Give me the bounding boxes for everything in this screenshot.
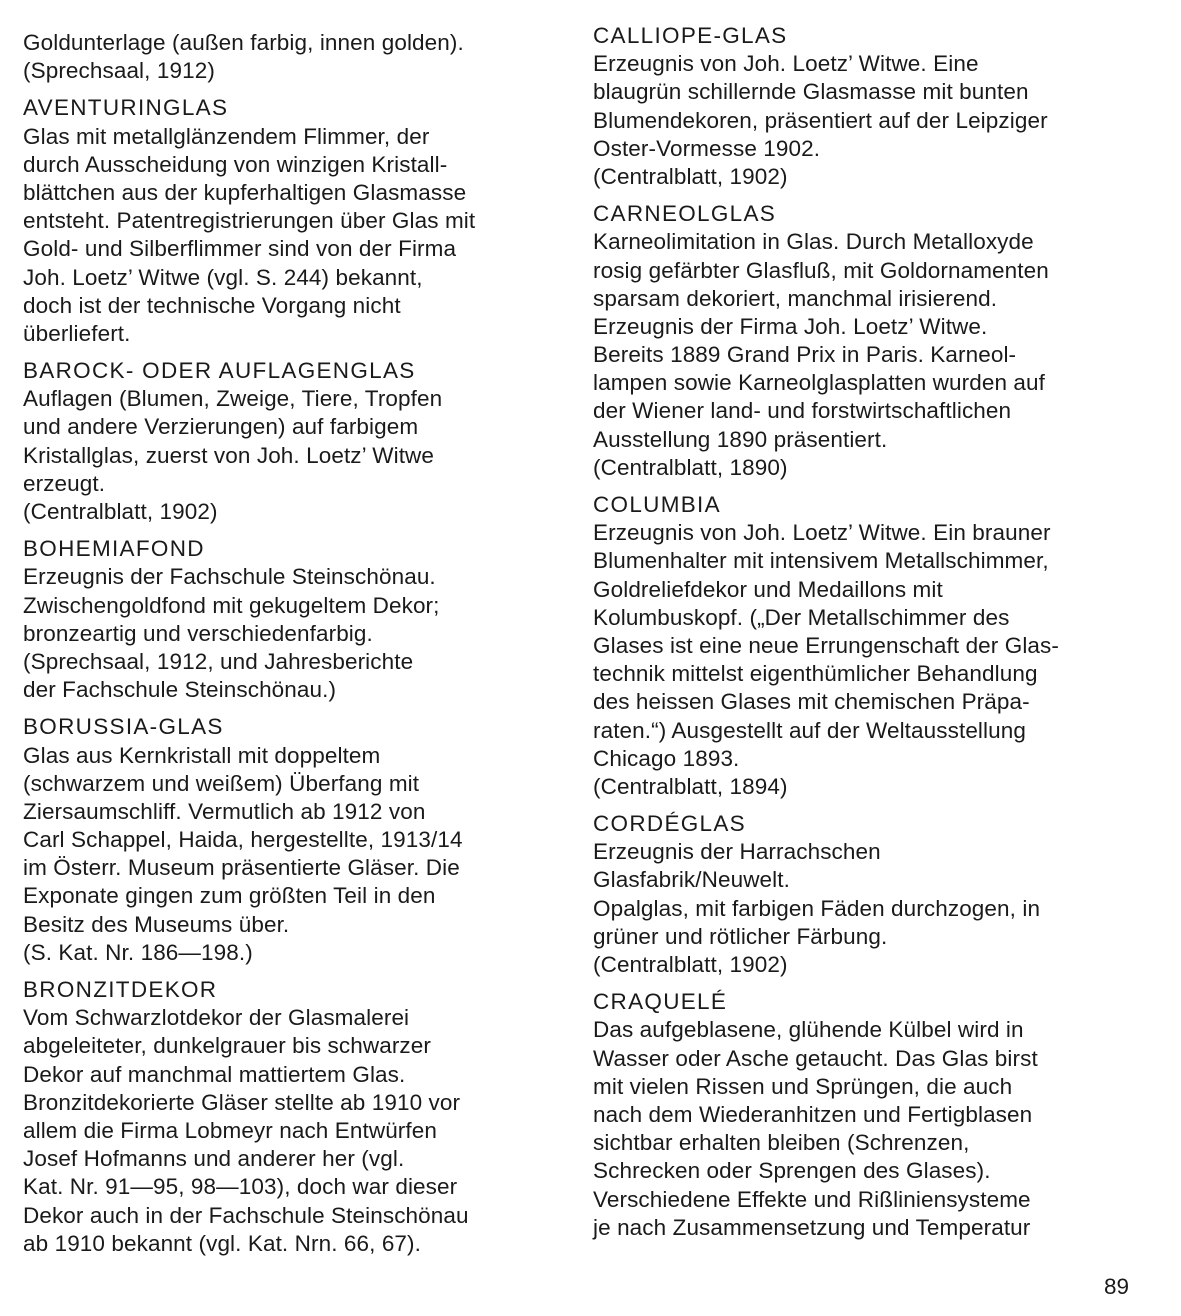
body-line: Glas mit metallglänzendem Flimmer, der — [23, 123, 430, 149]
body-line: Chicago 1893. — [593, 745, 740, 771]
citation-line: (Centralblatt, 1902) — [23, 499, 218, 524]
body-line: entsteht. Patentregistrierungen über Glas mit — [23, 208, 476, 234]
body-line: Glas aus Kernkristall mit doppeltem — [23, 742, 381, 768]
entry-heading: CARNEOLGLAS — [593, 201, 777, 227]
citation-line: (Centralblatt, 1894) — [593, 773, 788, 799]
body-line: Joh. Loetz’ Witwe (vgl. S. 244) bekannt, — [23, 264, 423, 290]
entry-bohemiafond — [23, 535, 583, 704]
entry-craquele — [593, 988, 1153, 1242]
entry-calliope-glas — [593, 22, 1153, 191]
body-line: Das aufgeblasene, glühende Külbel wird in — [593, 1017, 1024, 1043]
page-number: 89 — [1104, 1274, 1130, 1299]
entry-aventuringlas — [23, 94, 583, 348]
citation-line: (Sprechsaal, 1912, und Jahresberichte — [23, 648, 414, 674]
entry-barock-oder-auflagenglas — [23, 357, 583, 526]
body-line: erzeugt. — [23, 470, 106, 496]
body-line: Auflagen (Blumen, Zweige, Tiere, Tropfen — [23, 386, 443, 412]
body-line: Bronzitdekorierte Gläser stellte ab 1910 vor — [23, 1089, 461, 1115]
body-line: Erzeugnis von Joh. Loetz’ Witwe. Ein brauner — [593, 520, 1051, 546]
body-line: abgeleiteter, dunkelgrauer bis schwarzer — [23, 1033, 431, 1059]
body-line: Dekor auf manchmal mattiertem Glas. — [23, 1061, 406, 1087]
entry-heading: BOHEMIAFOND — [23, 536, 205, 562]
entry-columbia — [593, 491, 1153, 801]
body-line: Kat. Nr. 91—95, 98—103), doch war dieser — [23, 1174, 458, 1200]
body-line: Verschiedene Effekte und Rißliniensysteme — [593, 1186, 1031, 1212]
body-line: Goldunterlage (außen farbig, innen golden). — [23, 30, 464, 55]
body-line: allem die Firma Lobmeyr nach Entwürfen — [23, 1117, 437, 1143]
body-line: sparsam dekoriert, manchmal irisierend. — [593, 285, 998, 311]
body-line: Gold- und Silberflimmer sind von der Firma — [23, 236, 457, 262]
body-line: Erzeugnis der Fachschule Steinschönau. — [23, 564, 436, 590]
entry-cordeglas — [593, 810, 1153, 979]
body-line: Erzeugnis der Firma Joh. Loetz’ Witwe. — [593, 313, 988, 339]
body-line: des heissen Glases mit chemischen Präpa- — [593, 689, 1030, 715]
body-line: Bereits 1889 Grand Prix in Paris. Karneol- — [593, 342, 1017, 368]
citation-line: (Centralblatt, 1890) — [593, 454, 788, 480]
body-line: raten.“) Ausgestellt auf der Weltausstellung — [593, 717, 1026, 743]
body-line: grüner und rötlicher Färbung. — [593, 923, 888, 949]
entry-heading: CRAQUELÉ — [593, 989, 728, 1015]
body-line: überliefert. — [23, 320, 131, 346]
body-line: der Wiener land- und forstwirtschaftlichen — [593, 398, 1012, 424]
body-line: je nach Zusammensetzung und Temperatur — [593, 1214, 1031, 1240]
entry-heading: BORUSSIA-GLAS — [23, 714, 224, 740]
body-line: durch Ausscheidung von winzigen Kristall- — [23, 151, 448, 177]
body-line: Ausstellung 1890 präsentiert. — [593, 426, 888, 452]
body-line: Wasser oder Asche getaucht. Das Glas birst — [593, 1045, 1038, 1071]
body-line: Besitz des Museums über. — [23, 911, 290, 937]
entry-bronzitdekor — [23, 976, 583, 1258]
body-line: Oster-Vormesse 1902. — [593, 135, 821, 161]
body-line: lampen sowie Karneolglasplatten wurden auf — [593, 370, 1045, 396]
body-line: Vom Schwarzlotdekor der Glasmalerei — [23, 1005, 410, 1031]
body-line: Blumendekoren, präsentiert auf der Leipziger — [593, 107, 1048, 133]
body-line: mit vielen Rissen und Sprüngen, die auch — [593, 1073, 1013, 1099]
body-line: Karneolimitation in Glas. Durch Metalloxyde — [593, 229, 1034, 255]
body-line: rosig gefärbter Glasfluß, mit Goldornamenten — [593, 257, 1049, 283]
body-line: (schwarzem und weißem) Überfang mit — [23, 770, 420, 796]
body-line: im Österr. Museum präsentierte Gläser. Die — [23, 855, 460, 881]
entry-heading: AVENTURINGLAS — [23, 95, 229, 121]
body-line: Blumenhalter mit intensivem Metallschimmer, — [593, 548, 1049, 574]
body-line: Glases ist eine neue Errungenschaft der Glas- — [593, 632, 1059, 658]
entry-borussia-glas — [23, 713, 583, 967]
body-line: blättchen aus der kupferhaltigen Glasmasse — [23, 179, 467, 205]
body-line: sichtbar erhalten bleiben (Schrenzen, — [593, 1130, 970, 1156]
body-line: Ziersaumschliff. Vermutlich ab 1912 von — [23, 798, 426, 824]
entry-heading: COLUMBIA — [593, 492, 721, 517]
body-line: Goldreliefdekor und Medaillons mit — [593, 576, 943, 602]
body-line: Josef Hofmanns und anderer her (vgl. — [23, 1146, 405, 1172]
body-line: und andere Verzierungen) auf farbigem — [23, 414, 419, 440]
body-line: Exponate gingen zum größten Teil in den — [23, 883, 436, 909]
body-line: Glasfabrik/Neuwelt. — [593, 867, 790, 893]
body-line: Dekor auch in der Fachschule Steinschönau — [23, 1202, 469, 1228]
body-line: ab 1910 bekannt (vgl. Kat. Nrn. 66, 67). — [23, 1230, 421, 1256]
citation-line: (Centralblatt, 1902) — [593, 163, 788, 189]
body-line: Kolumbuskopf. („Der Metallschimmer des — [593, 604, 1010, 630]
entry-heading: CORDÉGLAS — [593, 811, 746, 837]
citation-line: (Centralblatt, 1902) — [593, 952, 788, 977]
citation-line: der Fachschule Steinschönau.) — [23, 677, 337, 703]
citation-line: (Sprechsaal, 1912) — [23, 58, 215, 84]
entry-carneolglas — [593, 200, 1153, 482]
entry-heading: CALLIOPE-GLAS — [593, 23, 788, 48]
body-line: blaugrün schillernde Glasmasse mit bunten — [593, 79, 1029, 105]
body-line: doch ist der technische Vorgang nicht — [23, 292, 401, 318]
body-line: nach dem Wiederanhitzen und Fertigblasen — [593, 1101, 1033, 1127]
entry-heading: BAROCK- ODER AUFLAGENGLAS — [23, 358, 416, 384]
entry-heading: BRONZITDEKOR — [23, 977, 218, 1002]
body-line: technik mittelst eigenthümlicher Behandlung — [593, 661, 1038, 687]
continuation-entry — [23, 29, 583, 85]
body-line: Opalglas, mit farbigen Fäden durchzogen, in — [593, 895, 1041, 921]
right-column — [593, 22, 1153, 1242]
body-line: bronzeartig und verschiedenfarbig. — [23, 620, 373, 646]
citation-line: (S. Kat. Nr. 186—198.) — [23, 939, 253, 965]
left-column — [23, 29, 583, 1258]
body-line: Schrecken oder Sprengen des Glases). — [593, 1158, 991, 1184]
body-line: Kristallglas, zuerst von Joh. Loetz’ Witwe — [23, 442, 435, 468]
body-line: Carl Schappel, Haida, hergestellte, 1913/14 — [23, 827, 463, 853]
body-line: Erzeugnis von Joh. Loetz’ Witwe. Eine — [593, 51, 979, 77]
body-line: Erzeugnis der Harrachschen — [593, 839, 881, 865]
body-line: Zwischengoldfond mit gekugeltem Dekor; — [23, 592, 440, 618]
